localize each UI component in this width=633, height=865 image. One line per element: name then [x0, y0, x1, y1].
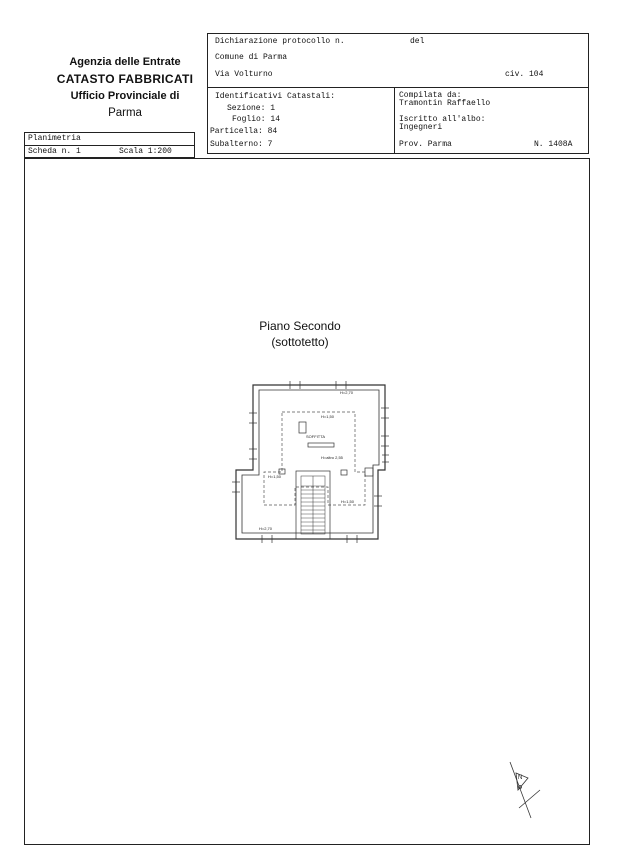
height-label-mid: H=altro 2,55: [321, 455, 343, 460]
particella: Particella: 84: [210, 127, 278, 136]
scheda-number: Scheda n. 1: [28, 147, 81, 156]
identifiers-title: Identificativi Catastali:: [215, 92, 336, 101]
bottom-dimension-label: H=2,70: [259, 526, 273, 531]
north-label: N: [518, 775, 523, 781]
height-label-left: H=1,50: [268, 474, 282, 479]
planimetria-title: Planimetria: [28, 134, 81, 143]
albo-label: Iscritto all'albo:: [399, 115, 486, 124]
window-marks: [232, 381, 389, 543]
compiler-label: Compilata da:: [399, 91, 462, 100]
comune: Comune di Parma: [215, 53, 288, 62]
office-name: Ufficio Provinciale di: [70, 90, 180, 102]
north-arrow-icon: [510, 762, 540, 818]
inner-wall: [242, 390, 379, 533]
ceiling-outline: [264, 412, 365, 505]
office-city: Parma: [108, 107, 142, 119]
sezione: Sezione: 1: [227, 104, 276, 113]
scale: Scala 1:200: [119, 147, 172, 156]
floor-subtitle: (sottotetto): [271, 335, 329, 349]
province: Prov. Parma: [399, 140, 452, 149]
floor-name: Piano Secondo: [259, 319, 341, 333]
height-label-top: H=1,50: [321, 414, 335, 419]
civic-number: civ. 104: [505, 70, 544, 79]
top-dimension-label: H=2,70: [340, 390, 354, 395]
height-label-right: H=1,50: [341, 499, 355, 504]
foglio: Foglio: 14: [232, 115, 281, 124]
staircase: [296, 471, 330, 539]
agency-name: Agenzia delle Entrate: [69, 56, 181, 68]
room-label: SOFFITTA: [306, 434, 326, 439]
protocol-label: Dichiarazione protocollo n.: [215, 37, 345, 46]
compiler-name: Tramontin Raffaello: [399, 99, 491, 108]
street: Via Volturno: [215, 70, 273, 79]
albo-value: Ingegneri: [399, 123, 443, 132]
del-label: del: [410, 37, 425, 46]
outer-wall: [236, 385, 385, 539]
catasto-title: CATASTO FABBRICATI: [56, 72, 194, 86]
registration-number: N. 1408A: [534, 140, 573, 149]
subalterno: Subalterno: 7: [210, 140, 273, 149]
